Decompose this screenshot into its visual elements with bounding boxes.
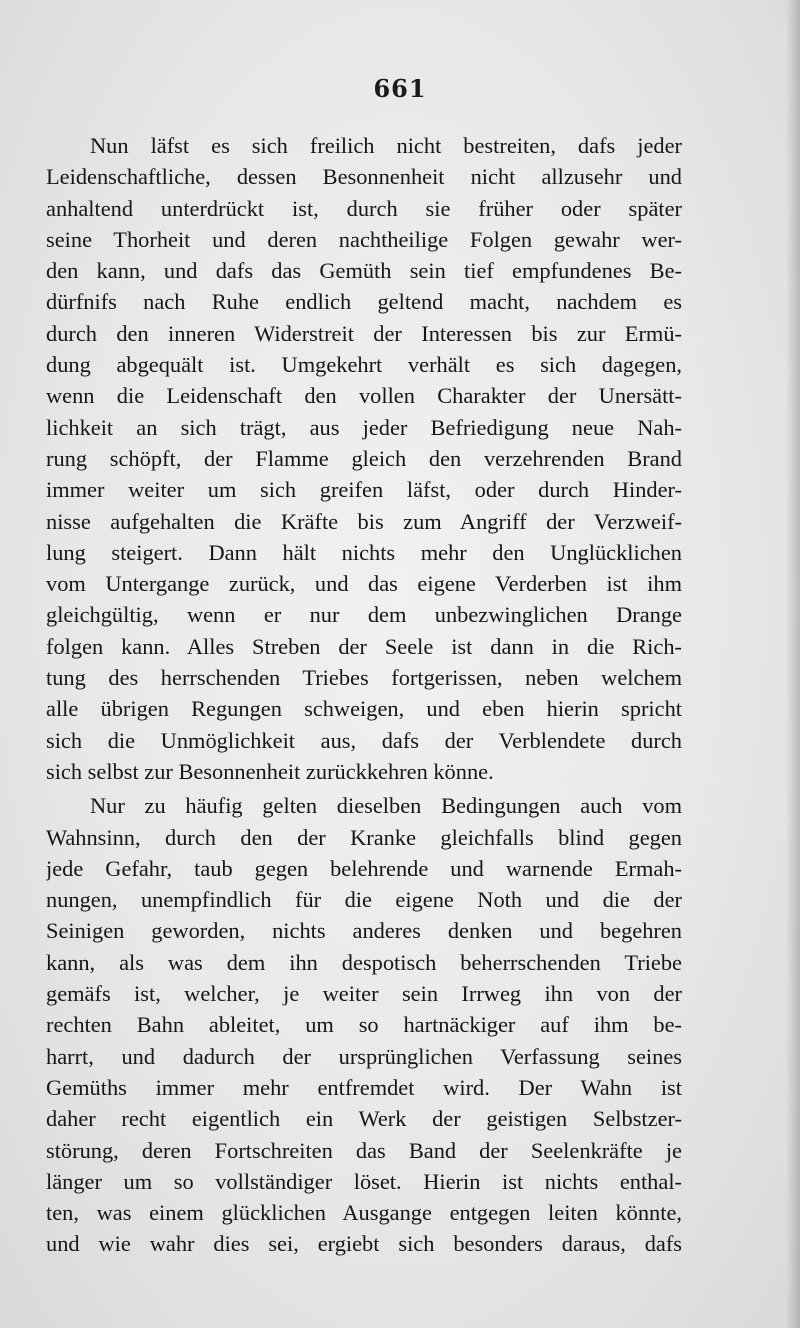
text-line: nisse aufgehalten die Kräfte bis zum Angriff der Verzweif-: [46, 508, 682, 534]
text-line: länger um so vollständiger löset. Hierin ist nichts enthal-: [46, 1168, 682, 1194]
page-number: 661: [373, 74, 427, 103]
text-line: lichkeit an sich trägt, aus jeder Befriedigung neue Nah-: [46, 414, 682, 440]
text-line: und wie wahr dies sei, ergiebt sich besonders daraus, dafs: [46, 1231, 682, 1257]
text-line: sich selbst zur Besonnenheit zurückkehren könne.: [46, 758, 494, 784]
text-line: daher recht eigentlich ein Werk der geistigen Selbstzer-: [46, 1106, 682, 1132]
text-line: ten, was einem glücklichen Ausgange entgegen leiten könnte,: [46, 1200, 682, 1226]
text-line: durch den inneren Widerstreit der Interessen bis zur Ermü-: [46, 320, 682, 346]
text-line: sich die Unmöglichkeit aus, dafs der Verblendete durch: [46, 727, 682, 753]
page-edge-shadow: [786, 0, 800, 1328]
text-line: vom Untergange zurück, und das eigene Verderben ist ihm: [46, 571, 682, 597]
text-line: jede Gefahr, taub gegen belehrende und warnende Ermah-: [46, 855, 682, 881]
text-line: seine Thorheit und deren nachtheilige Folgen gewahr wer-: [46, 226, 682, 252]
text-line: dürfnifs nach Ruhe endlich geltend macht, nachdem es: [46, 289, 682, 315]
text-line: nungen, unempfindlich für die eigene Noth und die der: [46, 887, 682, 913]
text-line: den kann, und dafs das Gemüth sein tief empfundenes Be-: [46, 258, 682, 284]
text-line: Nur zu häufig gelten dieselben Bedingungen auch vom: [90, 793, 682, 819]
text-line: anhaltend unterdrückt ist, durch sie früher oder später: [46, 195, 682, 221]
text-line: Leidenschaftliche, dessen Besonnenheit nicht allzusehr und: [46, 164, 682, 190]
text-line: lung steigert. Dann hält nichts mehr den Unglücklichen: [46, 539, 682, 565]
body-text: [46, 130, 682, 1260]
text-line: alle übrigen Regungen schweigen, und eben hierin spricht: [46, 696, 682, 722]
text-line: Gemüths immer mehr entfremdet wird. Der Wahn ist: [46, 1074, 682, 1100]
text-line: folgen kann. Alles Streben der Seele ist dann in die Rich-: [46, 633, 682, 659]
text-line: harrt, und dadurch der ursprünglichen Verfassung seines: [46, 1043, 682, 1069]
text-line: rechten Bahn ableitet, um so hartnäckiger auf ihm be-: [46, 1012, 682, 1038]
text-line: störung, deren Fortschreiten das Band der Seelenkräfte je: [46, 1137, 682, 1163]
text-line: Nun läfst es sich freilich nicht bestreiten, dafs jeder: [90, 133, 682, 158]
text-line: dung abgequält ist. Umgekehrt verhält es sich dagegen,: [46, 352, 682, 378]
text-line: gleichgültig, wenn er nur dem unbezwinglichen Drange: [46, 602, 682, 628]
text-line: rung schöpft, der Flamme gleich den verzehrenden Brand: [46, 445, 682, 471]
text-line: tung des herrschenden Triebes fortgerissen, neben welchem: [46, 665, 682, 691]
text-line: gemäfs ist, welcher, je weiter sein Irrweg ihn von der: [46, 981, 682, 1007]
text-line: kann, als was dem ihn despotisch beherrschenden Triebe: [46, 949, 682, 975]
text-line: immer weiter um sich greifen läfst, oder durch Hinder-: [46, 477, 682, 503]
text-line: wenn die Leidenschaft den vollen Charakter der Unersätt-: [46, 383, 682, 409]
text-line: Seinigen geworden, nichts anderes denken und begehren: [46, 918, 682, 944]
text-line: Wahnsinn, durch den der Kranke gleichfalls blind gegen: [46, 824, 682, 850]
